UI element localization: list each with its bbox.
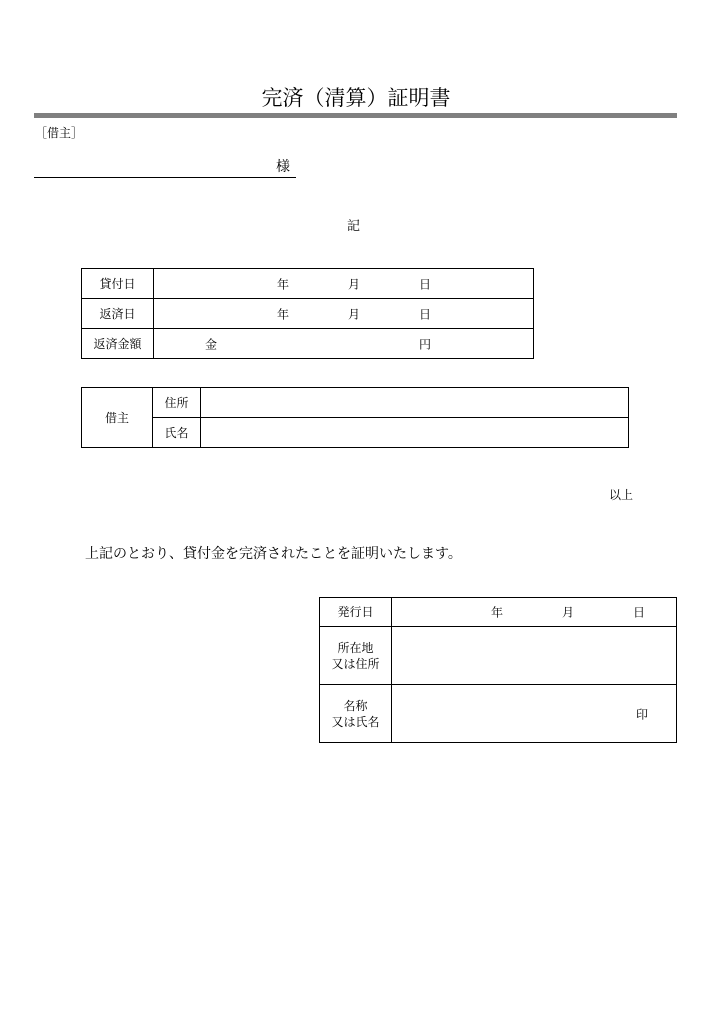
borrower-address-row — [82, 388, 629, 418]
repayment-date-field[interactable] — [154, 299, 534, 329]
document-title: 完済（清算）証明書 — [261, 86, 451, 110]
certification-statement: 上記のとおり、貸付金を完済されたことを証明いたします。 — [85, 546, 462, 562]
title-underline-bar — [34, 113, 677, 118]
borrower-address-field[interactable] — [201, 388, 629, 418]
issuer-name-label-line1: 名称 — [343, 698, 368, 713]
issue-date-year-unit: 年 — [491, 605, 504, 620]
issuer-name-row — [320, 685, 677, 743]
repayment-date-day-unit: 日 — [419, 307, 432, 321]
seal-mark: 印 — [635, 707, 648, 721]
issue-date-row — [320, 598, 677, 627]
repayment-amount-label: 返済金額 — [82, 329, 154, 359]
issuer-location-row — [320, 627, 677, 685]
issuer-location-label-line1: 所在地 — [337, 640, 374, 655]
repayment-amount-row — [82, 329, 534, 359]
borrower-table — [81, 387, 629, 448]
issuer-location-label-line2: 又は住所 — [331, 656, 380, 671]
borrower-group-label: 借主 — [82, 388, 153, 448]
loan-date-label: 貸付日 — [82, 269, 154, 299]
issuer-name-field[interactable] — [392, 685, 677, 743]
issue-date-month-unit: 月 — [562, 605, 575, 620]
issuer-name-label-line2: 又は氏名 — [331, 714, 380, 729]
borrower-name-row — [82, 418, 629, 448]
loan-date-month-unit: 月 — [348, 277, 361, 291]
borrower-section-label: ［借主］ — [35, 126, 84, 140]
issue-date-field[interactable] — [392, 598, 677, 627]
repayment-date-year-unit: 年 — [277, 307, 290, 321]
issuer-table — [319, 597, 677, 743]
issuer-name-label — [320, 685, 392, 743]
repayment-date-month-unit: 月 — [348, 307, 361, 321]
ijou-closing: 以上 — [609, 488, 634, 502]
borrower-name-line — [34, 177, 296, 178]
repayment-amount-field[interactable] — [154, 329, 534, 359]
issue-date-day-unit: 日 — [633, 605, 646, 620]
loan-date-year-unit: 年 — [277, 277, 290, 291]
repayment-date-label: 返済日 — [82, 299, 154, 329]
borrower-name-label: 氏名 — [153, 418, 201, 448]
loan-date-field[interactable] — [154, 269, 534, 299]
amount-yen-unit: 円 — [419, 337, 432, 351]
loan-date-row — [82, 269, 534, 299]
amount-kin-prefix: 金 — [205, 337, 218, 351]
loan-date-day-unit: 日 — [419, 277, 432, 291]
ki-heading: 記 — [347, 219, 361, 234]
borrower-name-field[interactable] — [201, 418, 629, 448]
issue-date-label: 発行日 — [320, 598, 392, 627]
issuer-location-field[interactable] — [392, 627, 677, 685]
honorific-sama: 様 — [276, 159, 290, 175]
issuer-location-label — [320, 627, 392, 685]
repayment-date-row — [82, 299, 534, 329]
borrower-address-label: 住所 — [153, 388, 201, 418]
loan-table — [81, 268, 534, 359]
